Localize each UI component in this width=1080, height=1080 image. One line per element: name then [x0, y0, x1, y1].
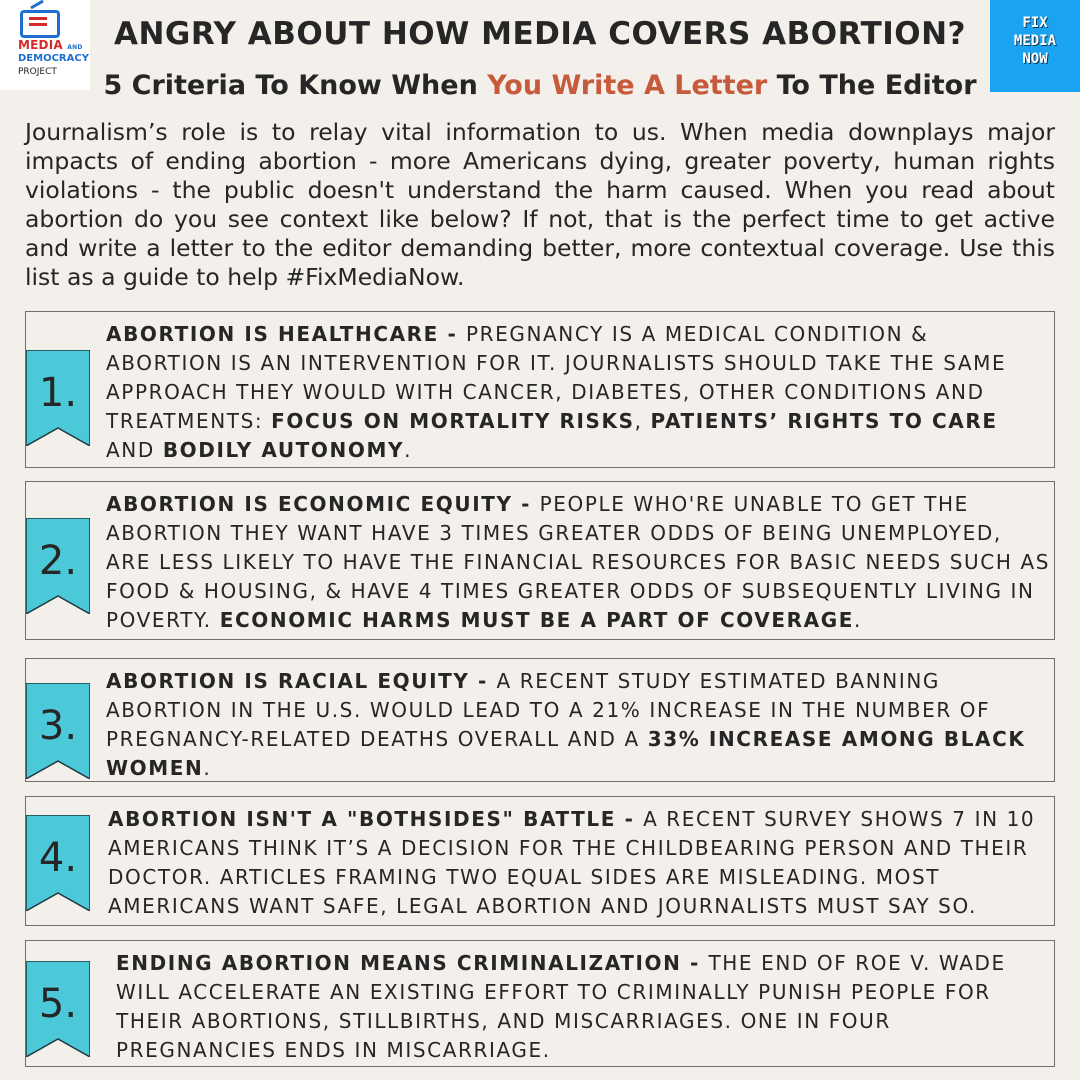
logo-word-media: MEDIA: [1013, 33, 1057, 49]
criteria-number: 5.: [38, 981, 78, 1027]
criteria-heading: ABORTION ISN'T A "BOTHSIDES" BATTLE -: [108, 807, 644, 831]
criteria-number: 1.: [38, 370, 78, 416]
criteria-number: 2.: [38, 538, 78, 584]
logo-word-fix: FIX: [1022, 15, 1048, 31]
criteria-card-3: [25, 658, 1055, 782]
subtitle-highlight: You Write A Letter: [487, 70, 768, 101]
criteria-heading: ABORTION IS ECONOMIC EQUITY -: [106, 492, 540, 516]
number-ribbon-badge: [26, 961, 90, 1057]
criteria-number: 4.: [38, 835, 78, 881]
logo-line-1: MEDIA AND: [18, 38, 83, 52]
logo-line-3: PROJECT: [18, 67, 57, 77]
logo-word-now: NOW: [1022, 51, 1048, 67]
tv-icon: [20, 10, 60, 38]
page-title: ANGRY ABOUT HOW MEDIA COVERS ABORTION?: [113, 16, 967, 52]
criteria-card-1: [25, 311, 1055, 468]
criteria-heading: ABORTION IS HEALTHCARE -: [106, 322, 466, 346]
criteria-number: 3.: [38, 703, 78, 749]
logo-line-2: DEMOCRACY: [18, 53, 89, 64]
number-ribbon-badge: [26, 815, 90, 911]
criteria-text: ENDING ABORTION MEANS CRIMINALIZATION - THE END OF ROE V. WADE WILL ACCELERATE AN EXISTING EFFORT TO CRIMINALLY PUNISH PEOPLE FOR THEIR ABORTIONS, STILLBIRTHS, AND MISCARRIAGES. ONE IN FOUR PREGNANCIES ENDS IN MISCARRIAGE.: [116, 951, 1006, 1062]
number-ribbon-badge: [26, 518, 90, 614]
media-democracy-project-logo: [0, 0, 90, 90]
criteria-card-2: [25, 481, 1055, 640]
criteria-text: ABORTION IS ECONOMIC EQUITY - PEOPLE WHO'RE UNABLE TO GET THE ABORTION THEY WANT HAVE 3 TIMES GREATER ODDS OF BEING UNEMPLOYED, ARE LESS LIKELY TO HAVE THE FINANCIAL RESOURCES FOR BASIC NEEDS SUCH AS FOOD & HOUSING, & HAVE 4 TIMES GREATER ODDS OF SUBSEQUENTLY LIVING IN POVERTY. ECONOMIC HARMS MUST BE A PART OF COVERAGE.: [106, 492, 1051, 632]
page-subtitle: 5 Criteria To Know When You Write A Letter To The Editor: [103, 70, 977, 101]
criteria-text: ABORTION IS HEALTHCARE - PREGNANCY IS A MEDICAL CONDITION & ABORTION IS AN INTERVENTION FOR IT. JOURNALISTS SHOULD TAKE THE SAME APPROACH THEY WOULD WITH CANCER, DIABETES, OTHER CONDITIONS AND TREATMENTS: FOCUS ON MORTALITY RISKS, PATIENTS’ RIGHTS TO CARE AND BODILY AUTONOMY.: [106, 322, 1007, 462]
criteria-card-4: [25, 796, 1055, 926]
criteria-text: ABORTION ISN'T A "BOTHSIDES" BATTLE - A RECENT SURVEY SHOWS 7 IN 10 AMERICANS THINK IT’S A DECISION FOR THE CHILDBEARING PERSON AND THEIR DOCTOR. ARTICLES FRAMING TWO EQUAL SIDES ARE MISLEADING. MOST AMERICANS WANT SAFE, LEGAL ABORTION AND JOURNALISTS MUST SAY SO.: [108, 807, 1036, 918]
intro-paragraph: Journalism’s role is to relay vital information to us. When media downplays major impacts of ending abortion - more Americans dying, greater poverty, human rights violations - the public doesn't understand the harm caused. When you read about abortion do you see context like below? If not, that is the perfect time to get active and write a letter to the editor demanding better, more contextual coverage. Use this list as a guide to help #FixMediaNow.: [25, 118, 1055, 291]
fix-media-now-logo: [990, 0, 1080, 92]
criteria-heading: ABORTION IS RACIAL EQUITY -: [106, 669, 497, 693]
criteria-heading: ENDING ABORTION MEANS CRIMINALIZATION -: [116, 951, 709, 975]
criteria-text: ABORTION IS RACIAL EQUITY - A RECENT STUDY ESTIMATED BANNING ABORTION IN THE U.S. WOULD LEAD TO A 21% INCREASE IN THE NUMBER OF PREGNANCY-RELATED DEATHS OVERALL AND A 33% INCREASE AMONG BLACK WOMEN.: [106, 669, 1026, 780]
criteria-card-5: [25, 940, 1055, 1067]
number-ribbon-badge: [26, 683, 90, 779]
number-ribbon-badge: [26, 350, 90, 446]
antenna-icon: [30, 0, 44, 9]
